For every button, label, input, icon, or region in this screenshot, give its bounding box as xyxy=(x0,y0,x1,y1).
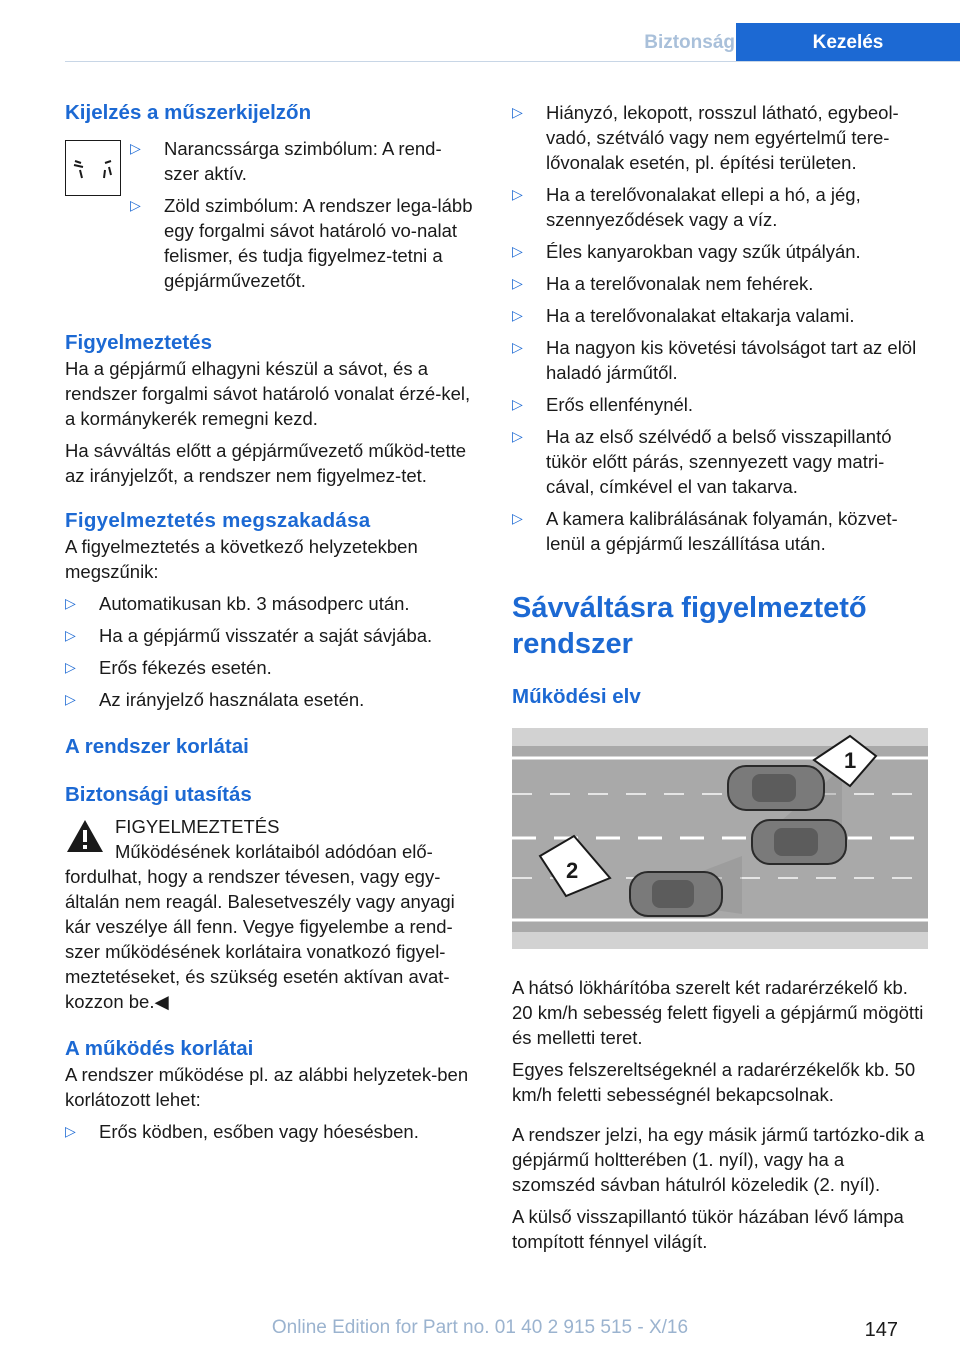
list-item: ▷ Zöld szimbólum: A rendszer lega‐lább egy forgalmi sávot határoló vo‐nalat felismer, és tudja figyelmez‐tetni a gépjárművezetőt. xyxy=(130,195,473,291)
warning-heading: Figyelmeztetés xyxy=(65,331,212,354)
page-number: 147 xyxy=(864,1319,898,1341)
list-item: ▷ Erős fékezés esetén. xyxy=(65,657,272,678)
safety-heading: Biztonsági utasítás xyxy=(65,783,252,806)
triangle-right-icon: ▷ xyxy=(65,659,76,675)
lane-departure-display-icon xyxy=(65,140,121,196)
list-item: ▷ Narancssárga szimbólum: A rend‐szer aktív. xyxy=(130,138,442,184)
left-column xyxy=(65,100,475,1151)
list-item: ▷ Ha az első szélvédő a belső visszapillantó tükör előtt párás, szennyezett vagy matri‐cával, címkével el van takarva. xyxy=(512,426,892,497)
triangle-right-icon: ▷ xyxy=(512,275,523,291)
header-divider xyxy=(65,61,960,62)
warning-paragraph-1: Ha a gépjármű elhagyni készül a sávot, és a rendszer forgalmi sávot határoló vonalat érzé‐kel, a kormánykerék remegni kezd. xyxy=(65,358,471,429)
triangle-right-icon: ▷ xyxy=(512,104,523,120)
triangle-right-icon: ▷ xyxy=(65,691,76,707)
triangle-right-icon: ▷ xyxy=(512,243,523,259)
triangle-right-icon: ▷ xyxy=(65,627,76,643)
tab-operation[interactable]: Kezelés xyxy=(736,23,960,62)
list-item: ▷ Erős ellenfénynél. xyxy=(512,394,694,415)
display-block xyxy=(65,136,475,300)
footer-edition: Online Edition for Part no. 01 40 2 915 515 - X/16 xyxy=(271,1317,689,1338)
tab-safety[interactable]: Biztonság xyxy=(644,32,735,53)
safety-body-first: Működésének korlátaiból adódóan elő‐ xyxy=(115,841,433,862)
car-top xyxy=(728,766,824,810)
principle-paragraph-2: Egyes felszereltségeknél a radarérzékelők kb. 50 km/h feletti sebességnél bekapcsolnak. xyxy=(512,1059,916,1105)
lane-change-illustration xyxy=(512,728,928,949)
triangle-right-icon: ▷ xyxy=(65,1123,76,1139)
list-item: ▷ Éles kanyarokban vagy szűk útpályán. xyxy=(512,241,861,262)
triangle-right-icon: ▷ xyxy=(512,510,523,526)
list-item: ▷ Az irányjelző használata esetén. xyxy=(65,689,365,710)
list-item: ▷ Erős ködben, esőben vagy hóesésben. xyxy=(65,1121,419,1142)
list-item: ▷ Hiányzó, lekopott, rosszul látható, egybeol‐vadó, szétváló vagy nem egyértelmű tere‐lővonalak esetén, pl. építési területen. xyxy=(512,102,899,173)
display-list xyxy=(130,136,475,300)
safety-title: FIGYELMEZTETÉS xyxy=(115,816,280,837)
triangle-right-icon: ▷ xyxy=(65,595,76,611)
triangle-right-icon: ▷ xyxy=(512,428,523,444)
principle-heading: Működési elv xyxy=(512,685,641,708)
list-item: ▷ Ha a terelővonalakat ellepi a hó, a jég, szennyeződések vagy a víz. xyxy=(512,184,861,230)
triangle-right-icon: ▷ xyxy=(130,140,141,156)
principle-paragraph-3: A rendszer jelzi, ha egy másik jármű tartózko‐dik a gépjármű holtterében (1. nyíl), vagy ha a szomszéd sávban hátulról közeledik (2. nyíl). xyxy=(512,1124,925,1195)
triangle-right-icon: ▷ xyxy=(130,197,141,213)
interrupt-list xyxy=(65,591,475,712)
right-column xyxy=(512,100,928,1254)
car-bottom xyxy=(630,872,722,916)
triangle-right-icon: ▷ xyxy=(512,339,523,355)
list-item: ▷ Ha a terelővonalakat eltakarja valami. xyxy=(512,305,855,326)
func-limits-heading: A működés korlátai xyxy=(65,1037,254,1060)
safety-warning xyxy=(65,814,475,1014)
svg-text:1: 1 xyxy=(844,748,857,773)
interrupt-heading: Figyelmeztetés megszakadása xyxy=(65,509,371,532)
list-item: ▷ Ha a gépjármű visszatér a saját sávjába. xyxy=(65,625,433,646)
func-limits-list-right xyxy=(512,100,928,556)
triangle-right-icon: ▷ xyxy=(512,307,523,323)
triangle-right-icon: ▷ xyxy=(512,396,523,412)
func-limits-list-left xyxy=(65,1119,475,1144)
triangle-right-icon: ▷ xyxy=(512,186,523,202)
safety-body: fordulhat, hogy a rendszer tévesen, vagy egy‐általán nem reagál. Balesetveszély vagy anyagi kár veszélye áll fenn. Vegye figyelembe a rend‐szer működésének korlátaira vonatkozó figyel‐meztetéseket, és szükség esetén aktívan avat‐kozzon be.◀ xyxy=(65,866,455,1012)
car-middle xyxy=(752,820,846,864)
list-item: ▷ Ha a terelővonalak nem fehérek. xyxy=(512,273,814,294)
principle-paragraph-1: A hátsó lökhárítóba szerelt két radarérzékelő kb. 20 km/h sebesség felett figyeli a gépjármű mögötti és melletti teret. xyxy=(512,977,924,1048)
principle-paragraph-4: A külső visszapillantó tükör házában lévő lámpa tompított fénnyel világít. xyxy=(512,1206,904,1252)
warning-paragraph-2: Ha sávváltás előtt a gépjárművezető működ‐tette az irányjelzőt, a rendszer nem figyelmez‐tet. xyxy=(65,440,467,486)
display-heading: Kijelzés a műszerkijelzőn xyxy=(65,101,312,124)
svg-text:2: 2 xyxy=(566,858,579,883)
warning-triangle-icon xyxy=(65,818,105,854)
page-header xyxy=(0,0,960,62)
interrupt-intro: A figyelmeztetés a következő helyzetekben megszűnik: xyxy=(65,536,418,582)
list-item: ▷ Ha nagyon kis követési távolságot tart az elöl haladó járműtől. xyxy=(512,337,917,383)
func-limits-intro: A rendszer működése pl. az alábbi helyzetek‐ben korlátozott lehet: xyxy=(65,1064,469,1110)
section-title: Sávváltásra figyelmeztető rendszer xyxy=(512,592,867,660)
list-item: ▷ Automatikusan kb. 3 másodperc után. xyxy=(65,593,410,614)
list-item: ▷ A kamera kalibrálásának folyamán, közvet‐lenül a gépjármű leszállítása után. xyxy=(512,508,898,554)
limits-heading: A rendszer korlátai xyxy=(65,735,249,758)
